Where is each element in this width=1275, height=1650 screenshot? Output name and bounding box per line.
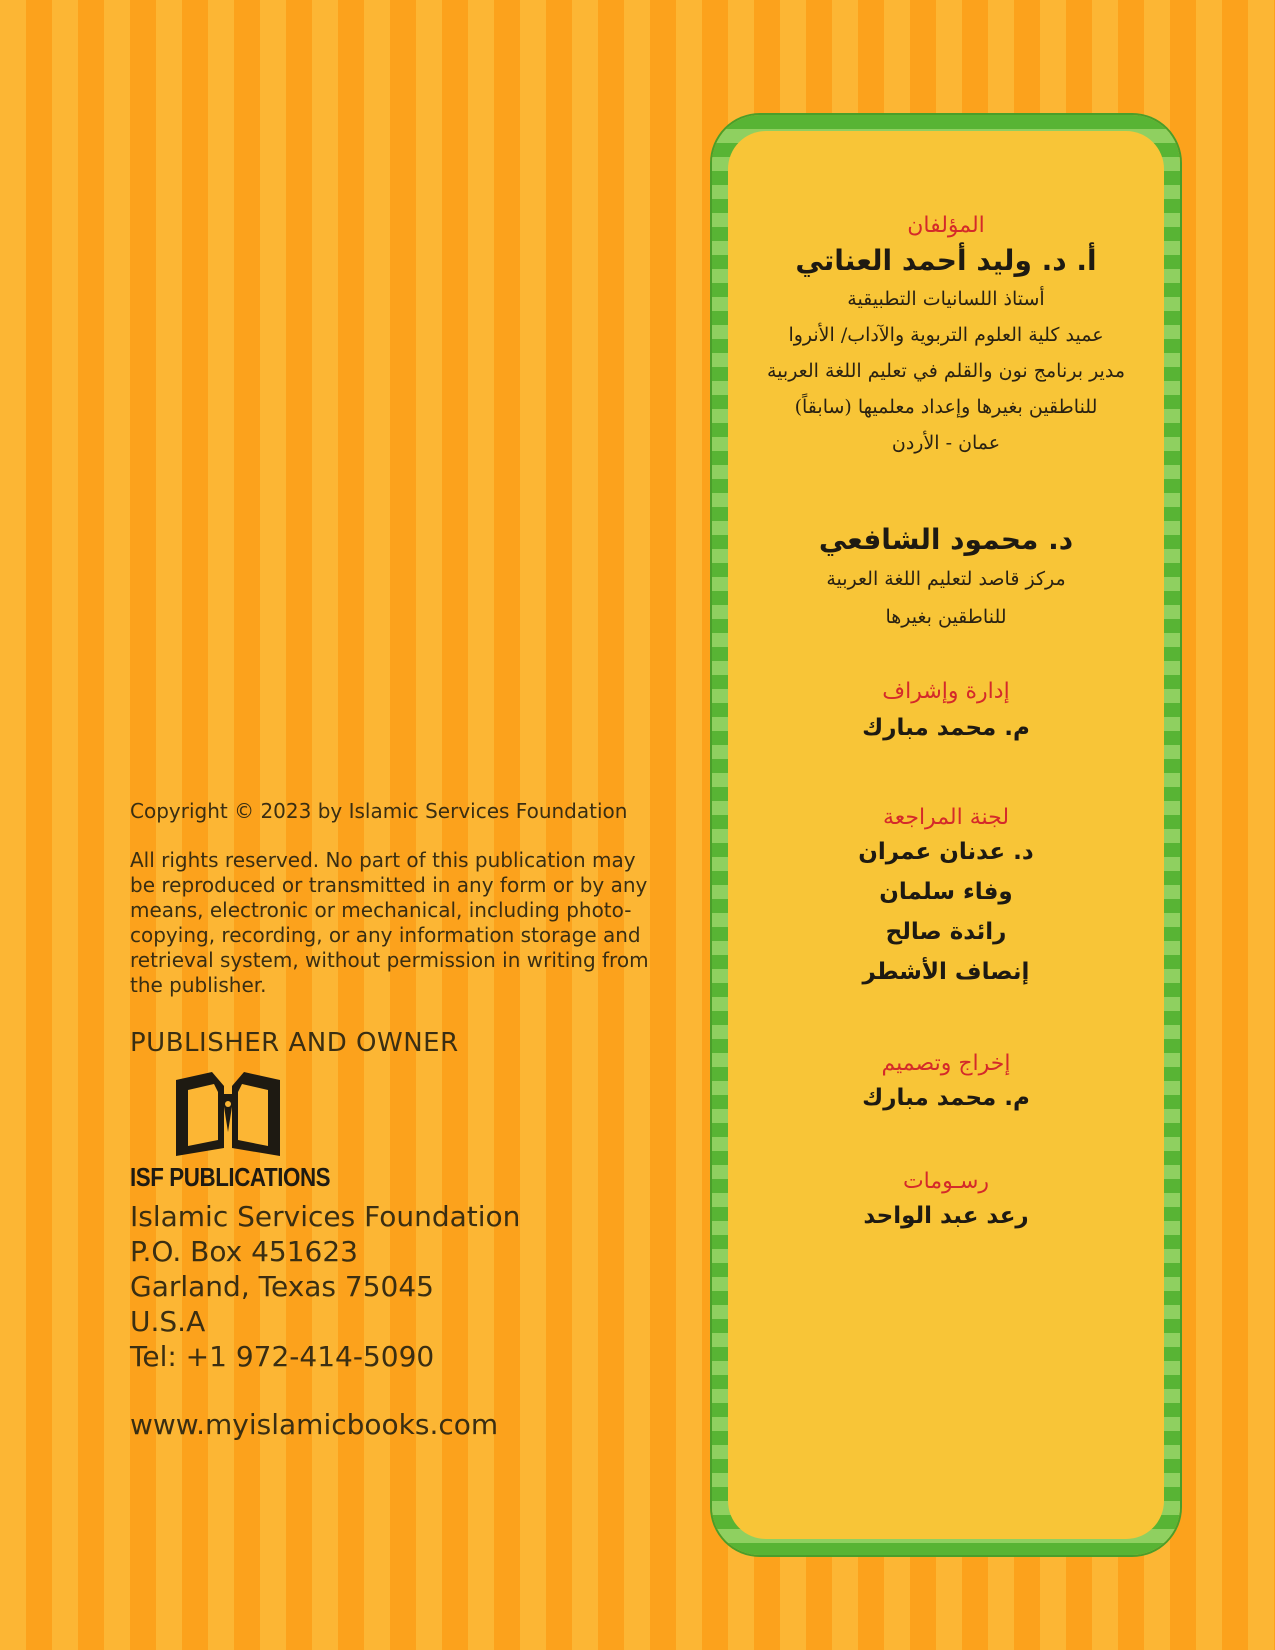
management-name: م. محمد مبارك <box>862 715 1030 741</box>
authors-title: المؤلفان <box>907 213 985 238</box>
illustration-name: رعد عبد الواحد <box>863 1203 1029 1229</box>
open-book-pen-icon <box>168 1070 288 1160</box>
author1-line: عميد كلية العلوم التربوية والآداب/ الأنروا <box>788 324 1104 346</box>
isf-logo <box>130 1070 330 1193</box>
rights-statement: All rights reserved. No part of this publication may be reproduced or transmitted in any form or by any means, electronic or mechanical, including photo-copying, recording, or any information storage and retrieval system, without permission in writing from the publisher. <box>130 848 649 997</box>
website-link[interactable]: www.myislamicbooks.com <box>130 1408 499 1441</box>
author1-name: أ. د. وليد أحمد العناتي <box>795 244 1097 277</box>
design-title: إخراج وتصميم <box>881 1051 1011 1076</box>
illustration-title: رسـومات <box>902 1169 990 1194</box>
org-name: Islamic Services Foundation <box>130 1200 521 1233</box>
author1-line: مدير برنامج نون والقلم في تعليم اللغة العربية <box>766 360 1125 382</box>
address-block <box>130 1199 670 1374</box>
management-title: إدارة وإشراف <box>882 679 1010 704</box>
review-name: رائدة صالح <box>885 919 1007 945</box>
telephone: Tel: +1 972-414-5090 <box>130 1340 435 1373</box>
review-title: لجنة المراجعة <box>882 805 1010 830</box>
author2-name: د. محمود الشافعي <box>818 523 1074 556</box>
author1-description <box>728 281 1164 461</box>
design-name: م. محمد مبارك <box>862 1085 1030 1111</box>
po-box: P.O. Box 451623 <box>130 1235 358 1268</box>
author2-line: مركز قاصد لتعليم اللغة العربية <box>826 568 1066 590</box>
author1-line: أستاذ اللسانيات التطبيقية <box>847 288 1045 310</box>
review-names <box>728 832 1164 992</box>
review-name: د. عدنان عمران <box>858 839 1034 865</box>
logo-text: ISF PUBLICATIONS <box>130 1162 331 1192</box>
review-name: وفاء سلمان <box>879 879 1013 905</box>
publisher-info <box>130 798 670 1441</box>
country: U.S.A <box>130 1305 206 1338</box>
author2-line: للناطقين بغيرها <box>885 606 1007 628</box>
author1-line: عمان - الأردن <box>891 432 1001 454</box>
city: Garland, Texas 75045 <box>130 1270 434 1303</box>
review-name: إنصاف الأشطر <box>862 959 1030 985</box>
credits-card <box>728 131 1164 1539</box>
author2-description <box>728 560 1164 636</box>
credits-frame <box>712 115 1180 1555</box>
copyright-notice: Copyright © 2023 by Islamic Services Foundation <box>130 799 628 823</box>
author1-line: للناطقين بغيرها وإعداد معلميها (سابقاً) <box>794 396 1098 418</box>
publisher-heading: PUBLISHER AND OWNER <box>130 1028 459 1058</box>
